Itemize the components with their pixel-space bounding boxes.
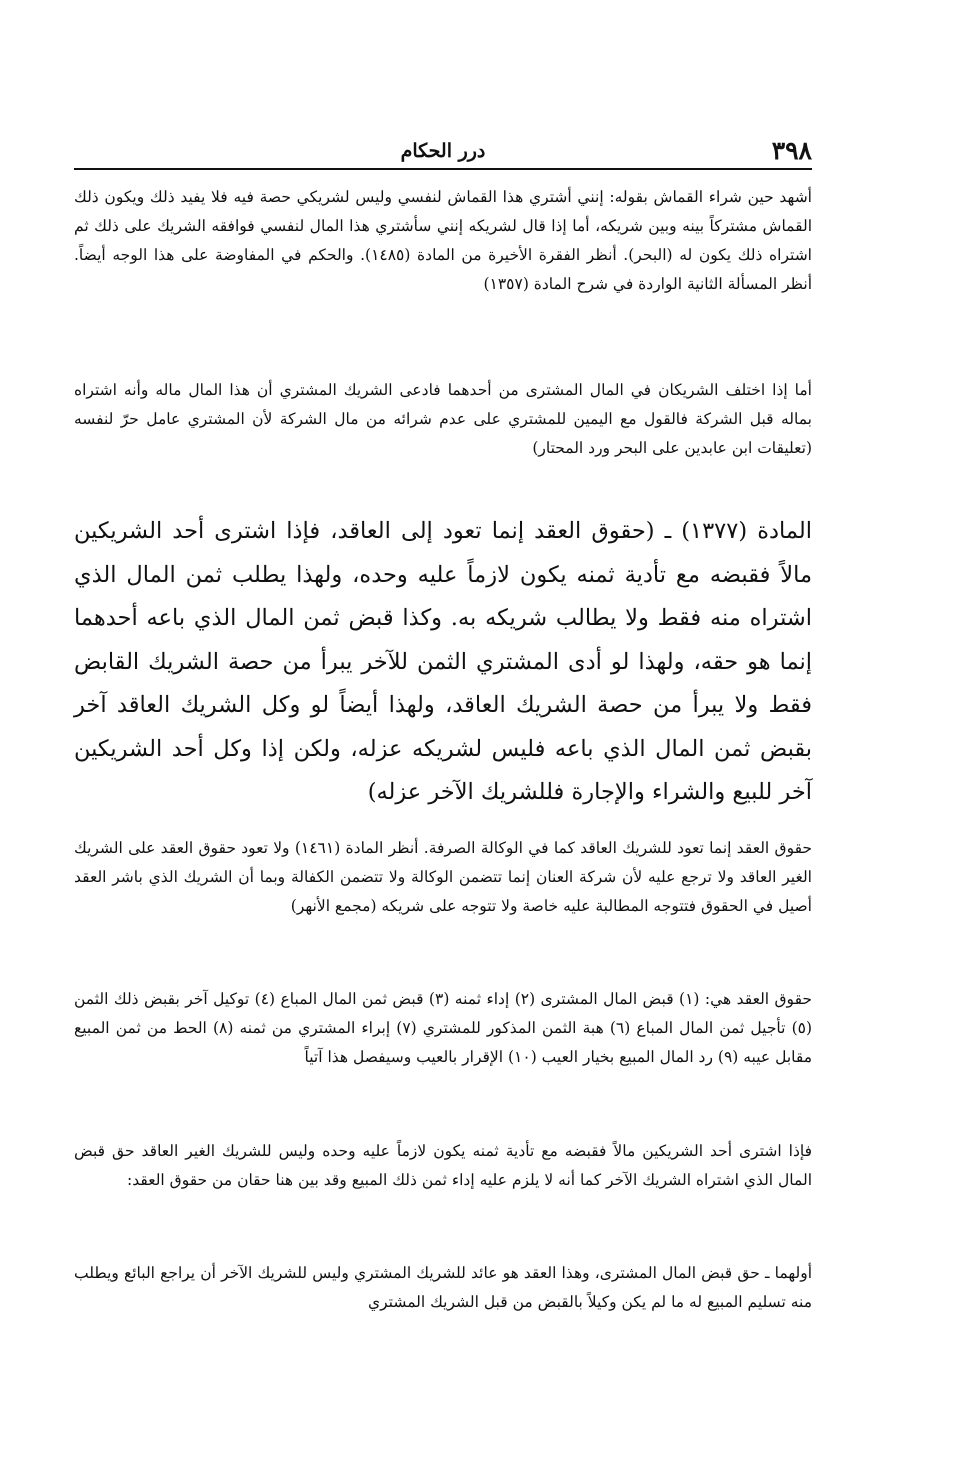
page-number: ٣٩٨ xyxy=(771,136,812,165)
article-1377-text: المادة (١٣٧٧) ـ (حقوق العقد إنما تعود إلى العاقد، فإذا اشترى أحد الشريكين مالاً فقبضه مع تأدية ثمنه يكون لازماً عليه وحده، ولهذا يطلب ثمن المال الذي اشتراه منه فقط ولا يطالب شريكه به. وكذا قبض ثمن المال الذي باعه أحدهما إنما هو حقه، ولهذا لو أدى المشتري الثمن للآخر يبرأ من حصة الشريك القابض فقط ولا يبرأ من حصة الشريك العاقد، ولهذا أيضاً لو وكل الشريك العاقد آخر بقبض ثمن المال الذي باعه فليس لشريكه عزله، ولكن إذا وكل أحد الشريكين آخر للبيع والشراء والإجارة فللشريك الآخر عزله) xyxy=(74,518,812,805)
commentary-paragraph-1: أشهد حين شراء القماش بقوله: إنني أشتري هذا القماش لنفسي وليس لشريكي حصة فيه فلا يفيد ذلك ويكون ذلك القماش مشتركاً بينه وبين شريكه، أما إذا قال لشريكه إنني سأشتري هذا المال لنفسي فوافقه الشريك على ذلك ثم اشتراه ذلك يكون له (البحر). أنظر الفقرة الأخيرة من المادة (١٤٨٥). والحكم في المفاوضة على هذا الوجه أيضاً. أنظر المسألة الثانية الواردة في شرح المادة (١٣٥٧) xyxy=(74,188,812,293)
contract-rights-list: حقوق العقد هي: (١) قبض المال المشترى (٢) إداء ثمنه (٣) قبض ثمن المال المباع (٤) توكيل آخر بقبض ذلك الثمن (٥) تأجيل ثمن المال المباع (٦) هبة الثمن المذكور للمشتري (٧) إبراء المشتري من ثمنه (٨) الحط من ثمن المبيع مقابل عيبه (٩) رد المال المبيع بخيار العيب (١٠) الإقرار بالعيب وسيفصل هذا آتياً xyxy=(74,990,813,1066)
commentary-paragraph-5: أولهما ـ حق قبض المال المشترى، وهذا العقد هو عائد للشريك المشتري وليس للشريك الآخر أن يراجع البائع ويطلب منه تسليم المبيع له ما لم يكن وكيلاً بالقبض من قبل الشريك المشتري xyxy=(74,1264,812,1311)
commentary-paragraph-3: حقوق العقد إنما تعود للشريك العاقد كما في الوكالة الصرفة. أنظر المادة (١٤٦١) ولا تعود حقوق العقد على الشريك الغير العاقد ولا ترجع عليه لأن شركة العنان إنما تتضمن الوكالة ولا تتضمن الكفالة وبما أن الشريك الذي باشر العقد أصيل في الحقوق فتتوجه المطالبة عليه خاصة ولا تتوجه على شريكه (مجمع الأنهر) xyxy=(74,839,812,915)
commentary-paragraph-2: أما إذا اختلف الشريكان في المال المشترى من أحدهما فادعى الشريك المشتري أن هذا المال ماله وأنه اشتراه بماله قبل الشركة فالقول مع اليمين للمشتري على عدم شرائه من مال الشركة لأن المشتري عامل حرّ لنفسه (تعليقات ابن عابدين على البحر ورد المحتار) xyxy=(74,381,812,457)
commentary-paragraph-4: فإذا اشترى أحد الشريكين مالاً فقبضه مع تأدية ثمنه يكون لازماً عليه وحده وليس للشريك الغير العاقد حق قبض المال الذي اشتراه الشريك الآخر كما أنه لا يلزم عليه إداء ثمن ذلك المبيع وقد بين هنا حقان من حقوق العقد: xyxy=(74,1142,812,1189)
header-divider xyxy=(74,168,812,170)
page-header xyxy=(74,136,812,166)
running-title: درر الحكام xyxy=(400,140,486,162)
document-page xyxy=(74,0,812,1478)
